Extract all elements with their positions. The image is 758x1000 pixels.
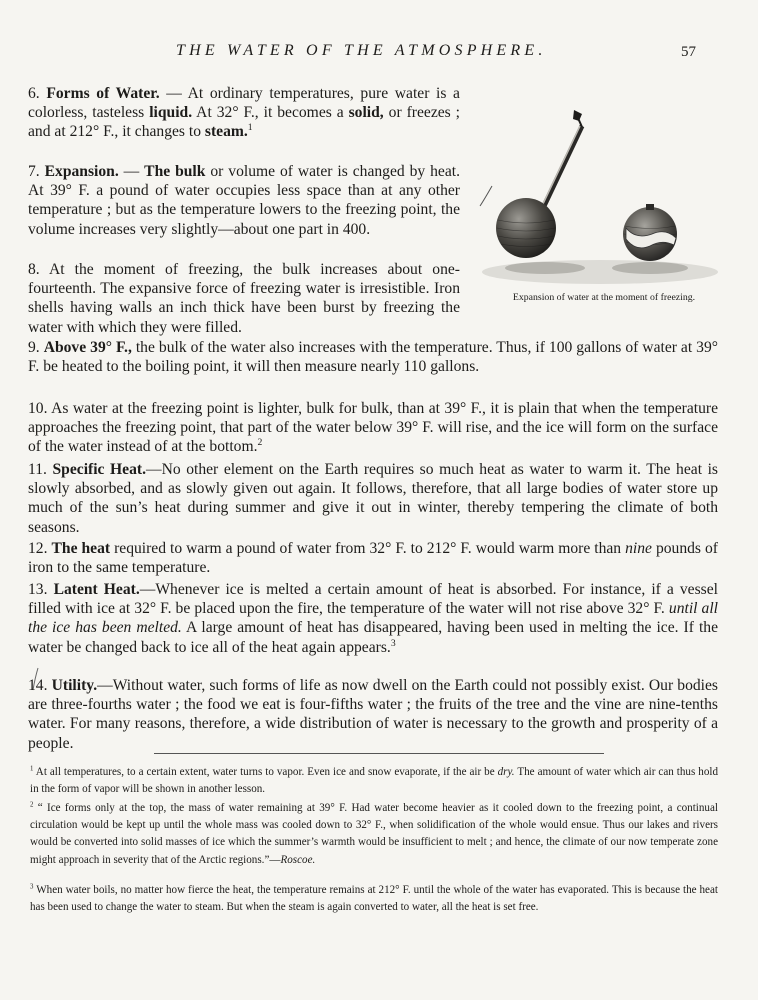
paragraph-text: — At ordinary temperatures, pure water is a colorless, tasteless: [28, 85, 460, 122]
paragraph-text: or volume of water is changed by heat. At 39° F. a pound of water occupies less space than at any other temperature ; but as the temperature lowers to the freezing point, the volume increases very slightly—about one part in 400.: [28, 163, 460, 238]
paragraph-text: —: [118, 163, 145, 180]
italic-term: dry.: [497, 766, 515, 778]
paragraph-11: [28, 460, 718, 537]
bold-term: liquid.: [149, 104, 193, 122]
paragraph-number: 14.: [28, 677, 48, 694]
footnote-mark: 2: [30, 801, 34, 809]
paragraph-7: [28, 162, 460, 239]
footnote-text: When water boils, no matter how fierce the heat, the temperature remains at 212° F. until the whole of the water has evaporated. This is because the heat has been used to change the water to steam. But when the steam is again converted to water, all the heat is set free.: [30, 884, 718, 914]
paragraph-text: A large amount of heat has disappeared, having been used in melting the ice. If the water be changed back to ice all of the heat again appears.: [28, 619, 718, 656]
paragraph-heading: Above 39° F.,: [43, 339, 132, 356]
bold-term: The bulk: [144, 163, 206, 180]
iron-shells-illustration: [470, 100, 732, 300]
paragraph-text: 10. As water at the freezing point is lighter, bulk for bulk, than at 39° F., it is plain that when the temperature approaches the freezing point, that part of the water below 39° F. will rise, and the ice will form on the surface of the water instead of at the bottom.: [28, 400, 718, 456]
page-number: 57: [681, 44, 696, 60]
paragraph-number: 12.: [28, 540, 48, 557]
italic-term: nine: [625, 540, 652, 557]
paragraph-13: [28, 580, 718, 657]
footnote-ref: 2: [257, 437, 263, 449]
footnote-ref: 1: [247, 122, 253, 134]
footnote-ref: 3: [390, 637, 396, 649]
footnote-text: The amount of water which air can thus hold in the form of vapor will be shown in another lesson.: [30, 766, 718, 796]
paragraph-8: 8. At the moment of freezing, the bulk increases about one-fourteenth. The expansive force of freezing water is irresistible. Iron shells having walls an inch thick have been burst by freezing the water with which they were filled.: [28, 261, 460, 336]
paragraph-text: —Without water, such forms of life as now dwell on the Earth could not possibly exist. Our bodies are three-fourths water ; the food we eat is four-fifths water ; the fruits of the tree and the vine are nine-tenths water. For many reasons, therefore, a wide distribution of water is necessary to the growth and prosperity of a people.: [28, 677, 718, 752]
paragraph-text: —No other element on the Earth requires so much heat as water to warm it. The heat is slowly absorbed, and as slowly given out again. It follows, therefore, that all large bodies of water store up much of the sun’s heat during summer and give it out in winter, thereby tempering the climate of both seasons.: [28, 461, 718, 536]
paragraph-number: 7.: [28, 163, 40, 180]
paragraph-heading: Specific Heat.: [52, 461, 146, 478]
footnote-divider: [154, 753, 604, 754]
footnote-3: [30, 882, 718, 916]
pencil-mark: [480, 186, 492, 206]
paragraph-heading: The heat: [51, 540, 111, 557]
paragraph-heading: Forms of Water.: [46, 85, 160, 102]
paragraph-text: pounds of iron to the same temperature.: [28, 540, 718, 577]
footnote-text: At all temperatures, to a certain extent, water turns to vapor. Even ice and snow evaporate, if the air be: [33, 766, 498, 778]
bold-term: steam.: [204, 123, 248, 141]
paragraph-text: or freezes ; and at 212° F., it changes to: [28, 104, 460, 141]
paragraph-number: 11.: [28, 461, 47, 478]
paragraph-text: —Whenever ice is melted a certain amount of heat is absorbed. For instance, if a vessel filled with ice at 32° F. be placed upon the fire, the temperature of the water will not rise above 32° F.: [28, 581, 718, 618]
paragraph-number: 6.: [28, 85, 40, 102]
running-title: THE WATER OF THE ATMOSPHERE.: [176, 42, 547, 59]
bold-term: solid,: [348, 104, 384, 122]
paragraph-number: 13.: [28, 581, 48, 598]
paragraph-text: the bulk of the water also increases with the temperature. Thus, if 100 gallons of water at 39° F. be heated to the boiling point, it will then measure nearly 110 gallons.: [28, 339, 718, 376]
footnote-text: “ Ice forms only at the top, the mass of water remaining at 39° F. Had water become heavier as it cooled down to the freezing point, a continual circulation would be kept up until the whole mass was cooled down to 32° F., when solidification of the whole would ensue. Thus our lakes and rivers would be converted into solid masses of ice which the summer’s warmth would be insufficient to melt ; and hence, the climate of our now temperate zone might approach in severity that of the Arctic regions.”—: [30, 802, 718, 866]
figure-caption: Expansion of water at the moment of freezing.: [512, 292, 696, 303]
paragraph-heading: Utility.: [51, 677, 98, 694]
footnote-mark: 1: [30, 765, 34, 773]
paragraph-number: 9.: [28, 339, 40, 356]
italic-term: until all the ice has been melted.: [28, 600, 718, 637]
paragraph-heading: Latent Heat.: [53, 581, 140, 598]
paragraph-10: [28, 399, 718, 457]
paragraph-6: [28, 84, 460, 142]
footnote-mark: 3: [30, 883, 34, 891]
paragraph-9: [28, 338, 718, 376]
paragraph-text: At 32° F., it becomes a: [192, 104, 349, 122]
paragraph-heading: Expansion.: [44, 163, 119, 180]
paragraph-14: [28, 676, 718, 753]
paragraph-12: [28, 539, 718, 577]
italic-term: Roscoe.: [280, 853, 316, 866]
footnote-2: [30, 800, 718, 869]
paragraph-text: required to warm a pound of water from 32° F. to 212° F. would warm more than: [110, 540, 626, 557]
footnote-1: [30, 764, 718, 798]
